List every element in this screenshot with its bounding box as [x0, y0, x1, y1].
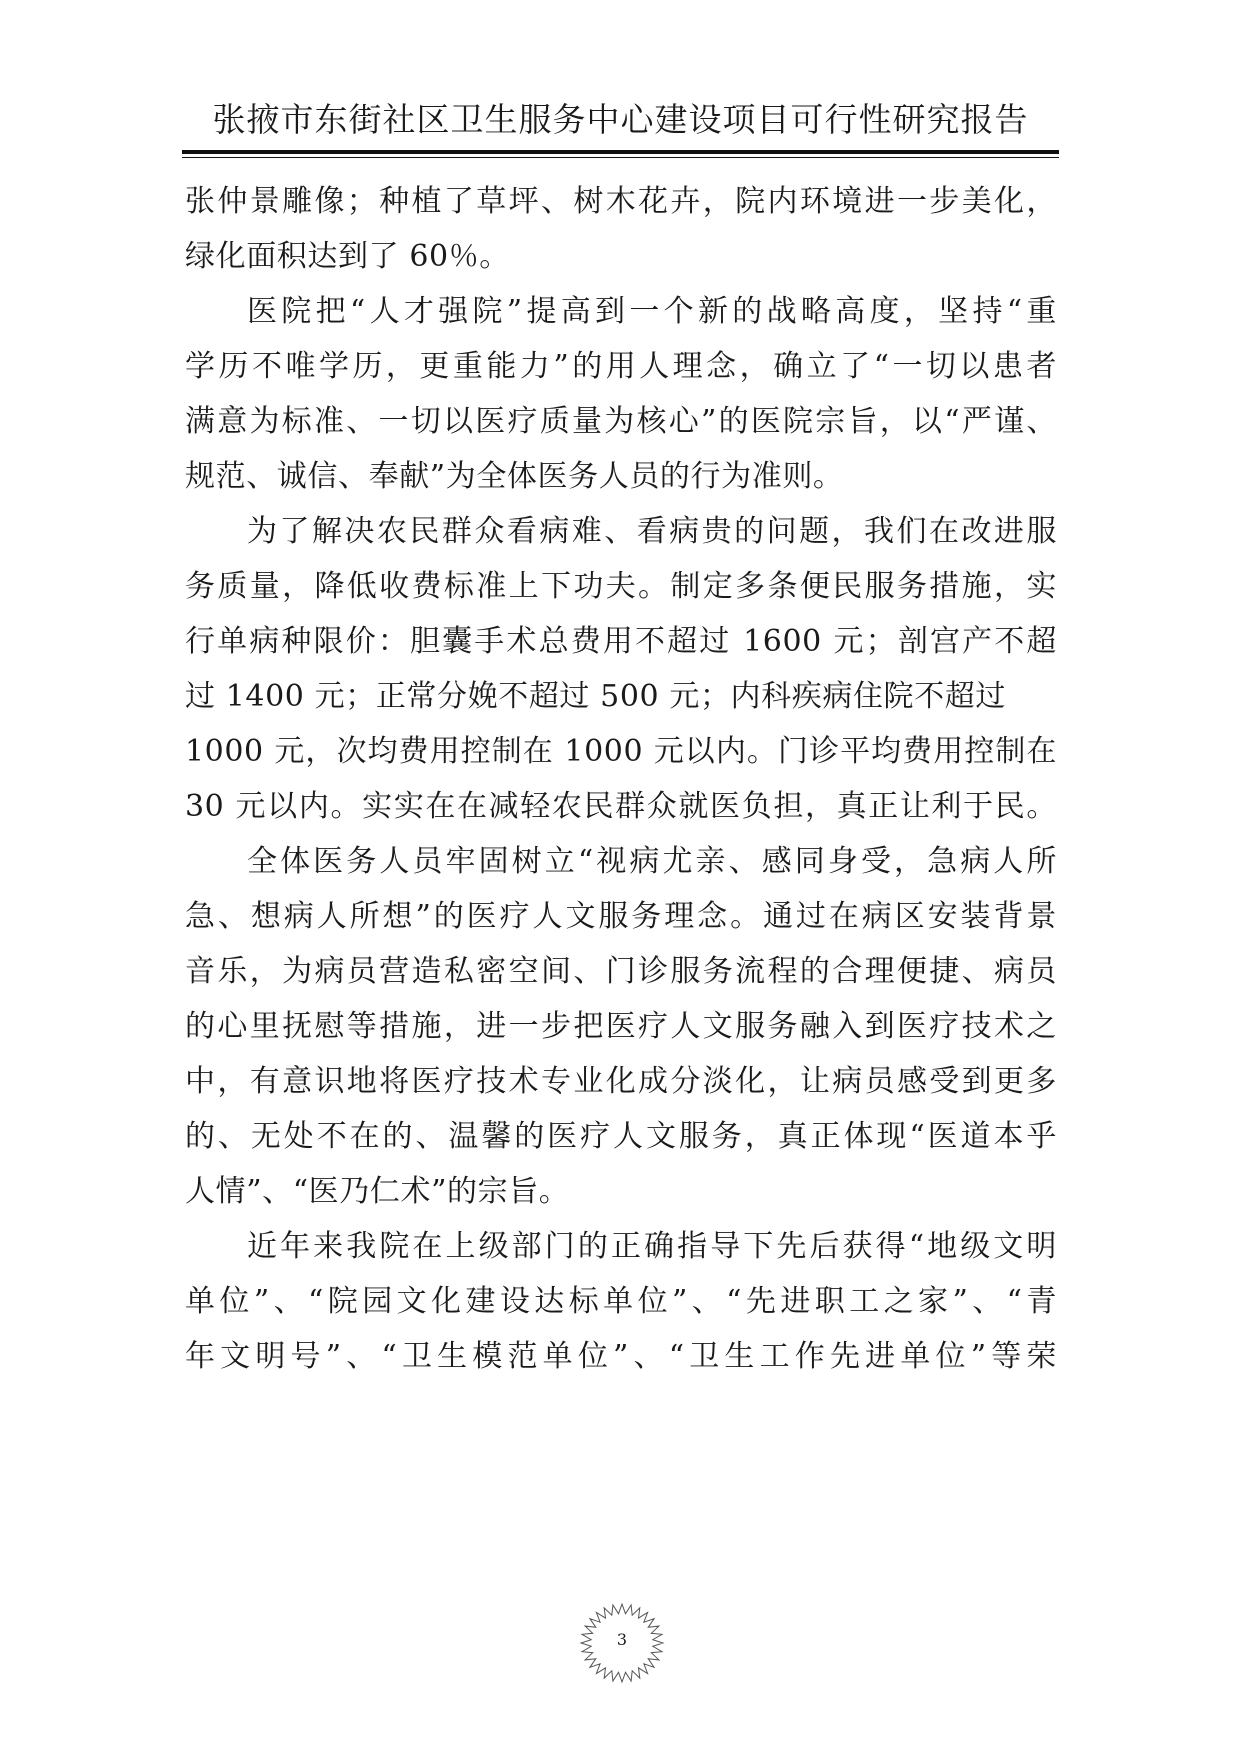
page-number: 3 [616, 1630, 628, 1649]
text-line: 医院把“人才强院”提高到一个新的战略高度，坚持“重 [247, 294, 1057, 329]
header-rule-thick [182, 150, 1059, 154]
text-line: 务质量，降低收费标准上下功夫。制定多条便民服务措施，实 [185, 569, 1057, 604]
text-line: 规范、诚信、奉献”为全体医务人员的行为准则。 [185, 459, 844, 494]
text-line: 的心里抚慰等措施，进一步把医疗人文服务融入到医疗技术之 [185, 1009, 1057, 1044]
text-line: 绿化面积达到了 60％。 [185, 239, 510, 274]
report-title: 张掖市东街社区卫生服务中心建设项目可行性研究报告 [212, 100, 1029, 139]
header-rule-thin [182, 157, 1059, 158]
text-line: 急、想病人所想”的医疗人文服务理念。通过在病区安装背景 [185, 899, 1057, 934]
text-line: 中，有意识地将医疗技术专业化成分淡化，让病员感受到更多 [185, 1064, 1057, 1099]
text-line: 1000 元，次均费用控制在 1000 元以内。门诊平均费用控制在 [185, 734, 1057, 769]
text-line: 人情”、“医乃仁术”的宗旨。 [185, 1174, 570, 1209]
text-line: 学历不唯学历，更重能力”的用人理念，确立了“一切以患者 [185, 349, 1057, 384]
page-number-badge [570, 1600, 674, 1686]
text-line: 张仲景雕像；种植了草坪、树木花卉，院内环境进一步美化， [185, 184, 1057, 219]
text-line: 近年来我院在上级部门的正确指导下先后获得“地级文明 [247, 1229, 1057, 1264]
text-line: 单位”、“院园文化建设达标单位”、“先进职工之家”、“青 [185, 1284, 1057, 1319]
text-line: 过 1400 元；正常分娩不超过 500 元；内科疾病住院不超过 [185, 679, 1006, 714]
text-line: 30 元以内。实实在在减轻农民群众就医负担，真正让利于民。 [185, 789, 1057, 824]
text-line: 的、无处不在的、温馨的医疗人文服务，真正体现“医道本乎 [185, 1119, 1057, 1154]
text-line: 为了解决农民群众看病难、看病贵的问题，我们在改进服 [247, 514, 1057, 549]
text-line: 行单病种限价：胆囊手术总费用不超过 1600 元；剖宫产不超 [185, 624, 1057, 659]
text-line: 满意为标准、一切以医疗质量为核心”的医院宗旨，以“严谨、 [185, 404, 1057, 439]
text-line: 音乐，为病员营造私密空间、门诊服务流程的合理便捷、病员 [185, 954, 1057, 989]
text-line: 全体医务人员牢固树立“视病尤亲、感同身受，急病人所 [247, 844, 1057, 879]
text-line: 年文明号”、“卫生模范单位”、“卫生工作先进单位”等荣 [185, 1339, 1057, 1374]
